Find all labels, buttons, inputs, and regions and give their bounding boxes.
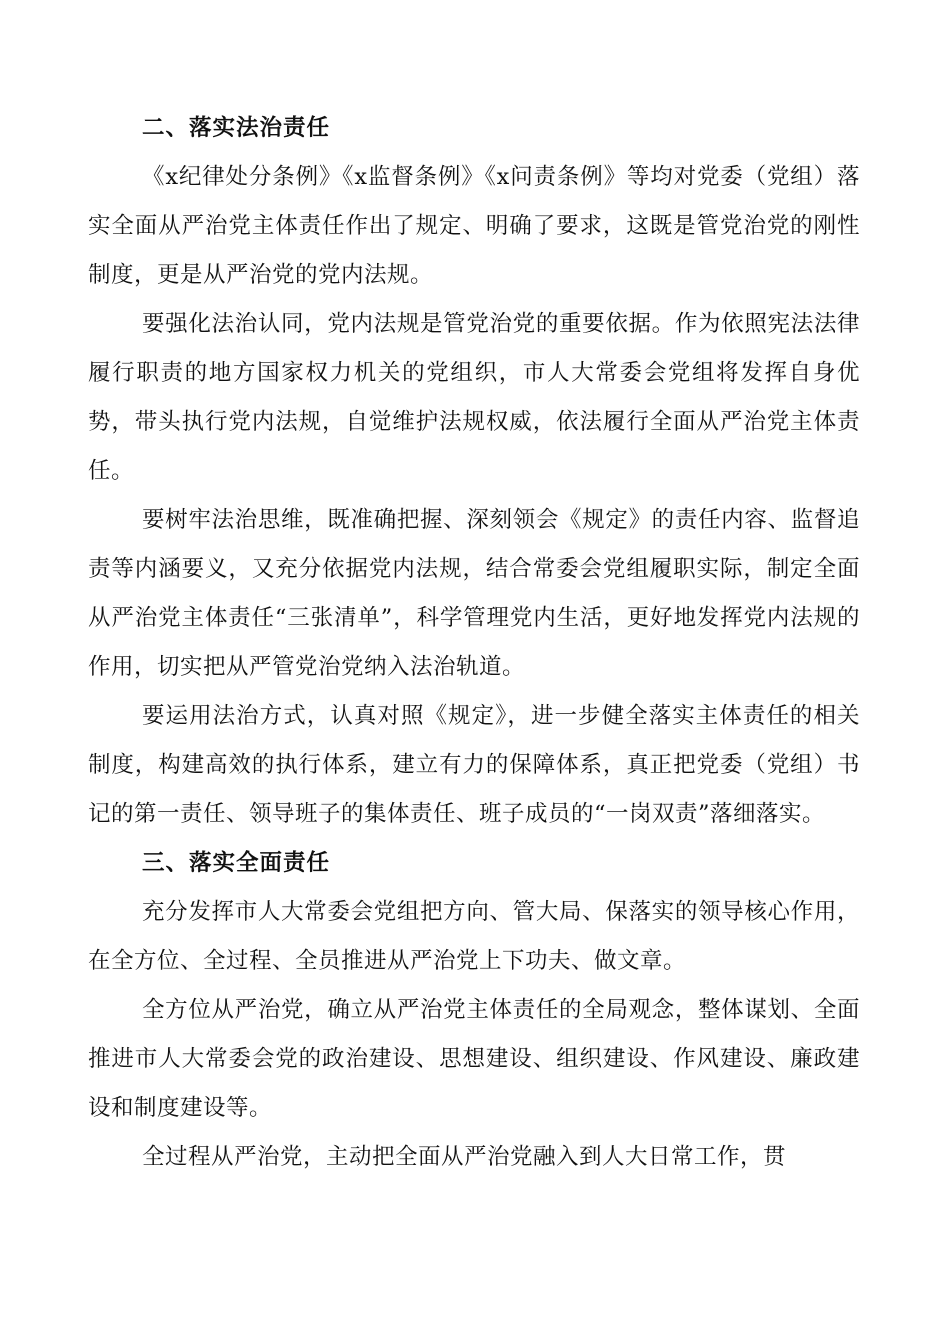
section-heading-3: 三、落实全面责任 <box>142 850 331 876</box>
paragraph: 要树牢法治思维，既准确把握、深刻领会《规定》的责任内容、监督追责等内涵要义，又充分依据党内法规，结合常委会党组履职实际，制定全面从严治党主体责任“三张清单”，科学管理党内生活，更好地发挥党内法规的作用，切实把从严管党治党纳入法治轨道。 <box>88 507 860 680</box>
paragraph: 要强化法治认同，党内法规是管党治党的重要依据。作为依照宪法法律履行职责的地方国家权力机关的党组织，市人大常委会党组将发挥自身优势，带头执行党内法规，自觉维护法规权威，依法履行全面从严治党主体责任。 <box>88 311 860 484</box>
paragraph: 全过程从严治党，主动把全面从严治党融入到人大日常工作，贯 <box>142 1144 787 1170</box>
paragraph: 《x纪律处分条例》《x监督条例》《x问责条例》等均对党委（党组）落实全面从严治党主体责任作出了规定、明确了要求，这既是管党治党的刚性制度，更是从严治党的党内法规。 <box>88 164 860 288</box>
section-heading-2: 二、落实法治责任 <box>142 115 331 141</box>
paragraph: 要运用法治方式，认真对照《规定》，进一步健全落实主体责任的相关制度，构建高效的执行体系，建立有力的保障体系，真正把党委（党组）书记的第一责任、领导班子的集体责任、班子成员的“一岗双责”落细落实。 <box>88 703 860 827</box>
document-body <box>88 104 860 1182</box>
paragraph: 充分发挥市人大常委会党组把方向、管大局、保落实的领导核心作用，在全方位、全过程、全员推进从严治党上下功夫、做文章。 <box>88 899 860 974</box>
paragraph: 全方位从严治党，确立从严治党主体责任的全局观念，整体谋划、全面推进市人大常委会党的政治建设、思想建设、组织建设、作风建设、廉政建设和制度建设等。 <box>88 997 860 1121</box>
